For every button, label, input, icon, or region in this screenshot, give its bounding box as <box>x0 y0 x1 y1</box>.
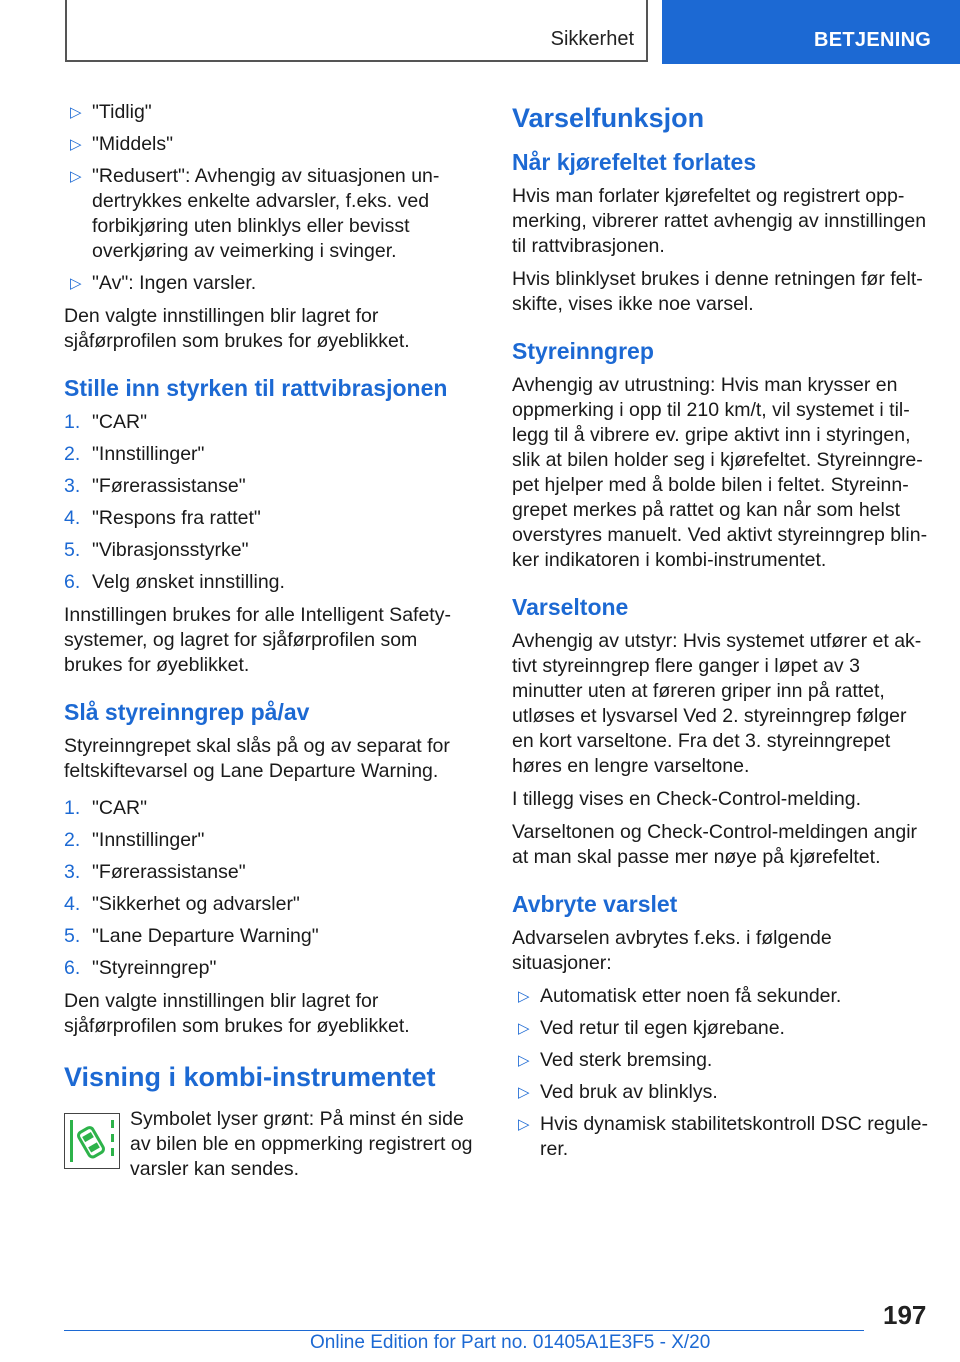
header-chapter-title: BETJENING <box>814 29 932 51</box>
list-item: 4. "Sikkerhet og advarsler" <box>64 893 300 915</box>
list-item: 5. "Vibrasjonsstyrke" <box>64 539 249 561</box>
heading-cancel-warning: Avbryte varslet <box>512 891 678 917</box>
header-chapter-tab <box>662 0 960 64</box>
paragraph: Avhengig av utrustning: Hvis man krysser en oppmerking i opp til 210 km/t, vil systemet i tillegg til å vibrere ev. gripe aktivt inn i styringen, slik at bilen holder seg i kjørefeltet. Styreinngrepet hjelper med å bolde bilen i feltet. Styreinngrepet merkes på rattet og kan når som helst overstyres manuelt. Ved aktivt styreinngrep blinker indikatoren i kombi-instrumentet. <box>512 374 928 571</box>
list-item: 3. "Førerassistanse" <box>64 861 246 883</box>
heading-warning-function: Varselfunksjon <box>512 103 705 133</box>
paragraph: Advarselen avbrytes f.eks. i følgende situasjoner: <box>512 927 832 974</box>
list-item: 6. Velg ønsket innstilling. <box>64 571 285 593</box>
heading-leaving-lane: Når kjørefeltet forlates <box>512 149 757 175</box>
footer-divider <box>64 1330 864 1331</box>
triangle-right-icon: ▷ <box>518 1020 530 1037</box>
list-item: ▷ "Middels" <box>70 133 174 155</box>
list-item: ▷ "Av": Ingen varsler. <box>70 272 257 294</box>
heading-cluster-display: Visning i kombi-instrumentet <box>64 1062 436 1092</box>
heading-steering-intervention: Styreinngrep <box>512 338 654 364</box>
paragraph: Hvis blinklyset brukes i denne retningen før feltskifte, vises ikke noe varsel. <box>512 268 923 315</box>
triangle-right-icon: ▷ <box>518 1084 530 1101</box>
paragraph: Innstillingen brukes for alle Intelligent Safety-systemer, og lagret for sjåførprofilen som brukes for øyeblikket. <box>64 604 451 676</box>
list-item: ▷ Ved retur til egen kjørebane. <box>518 1017 785 1039</box>
left-column <box>64 100 476 1190</box>
triangle-right-icon: ▷ <box>70 136 82 153</box>
list-item: ▷ Automatisk etter noen få sekunder. <box>518 985 842 1007</box>
header-section-box <box>65 0 648 62</box>
triangle-right-icon: ▷ <box>518 988 530 1005</box>
list-item: 5. "Lane Departure Warning" <box>64 925 319 947</box>
triangle-right-icon: ▷ <box>70 168 82 185</box>
paragraph: Den valgte innstillingen blir lagret for sjåførprofilen som brukes for øyeblikket. <box>64 305 410 352</box>
list-item: 6. "Styreinngrep" <box>64 957 217 979</box>
paragraph: I tillegg vises en Check-Control-melding. <box>512 788 861 810</box>
triangle-right-icon: ▷ <box>518 1116 530 1133</box>
list-item: 3. "Førerassistanse" <box>64 475 246 497</box>
list-item: ▷ "Redusert": Avhengig av situasjonen undertrykkes enkelte advarsler, f.eks. ved forbikjøring uten blinklys eller bevisst overkjøring av veimerking i svinger. <box>70 165 440 262</box>
paragraph: Varseltonen og Check-Control-meldingen angir at man skal passe mer nøye på kjørefeltet. <box>512 821 918 868</box>
page-number: 197 <box>883 1300 927 1330</box>
lane-departure-warning-icon <box>64 1113 120 1169</box>
right-column <box>512 100 932 1170</box>
paragraph: Styreinngrepet skal slås på og av separat for feltskiftevarsel og Lane Departure Warning. <box>64 735 450 782</box>
paragraph: Hvis man forlater kjørefeltet og registrert oppmerking, vibrerer rattet avhengig av innstillingen til rattvibrasjonen. <box>512 185 927 257</box>
heading-steering-toggle: Slå styreinngrep på/av <box>64 699 310 725</box>
triangle-right-icon: ▷ <box>70 275 82 292</box>
header-section-title: Sikkerhet <box>550 28 634 50</box>
paragraph: Den valgte innstillingen blir lagret for sjåførprofilen som brukes for øyeblikket. <box>64 990 410 1037</box>
triangle-right-icon: ▷ <box>518 1052 530 1069</box>
steps-list-vibration <box>64 410 476 595</box>
list-item: 1. "CAR" <box>64 797 148 819</box>
list-item: ▷ Ved sterk bremsing. <box>518 1049 713 1071</box>
paragraph: Symbolet lyser grønt: På minst én side av bilen ble en oppmerking registrert og varsler kan sendes. <box>130 1108 473 1180</box>
cancel-conditions-list <box>512 984 932 1162</box>
triangle-right-icon: ▷ <box>70 104 82 121</box>
steps-list-steering <box>64 796 476 981</box>
heading-warning-tone: Varseltone <box>512 594 629 620</box>
list-item: 2. "Innstillinger" <box>64 829 205 851</box>
list-item: ▷ "Tidlig" <box>70 101 152 123</box>
sensitivity-options-list <box>64 100 476 296</box>
heading-vibration-strength: Stille inn styrken til rattvibrasjonen <box>64 375 448 401</box>
symbol-description <box>64 1107 476 1182</box>
list-item: 2. "Innstillinger" <box>64 443 205 465</box>
list-item: 4. "Respons fra rattet" <box>64 507 261 529</box>
list-item: 1. "CAR" <box>64 411 148 433</box>
footer-edition: Online Edition for Part no. 01405A1E3F5 - X/20 <box>310 1332 711 1353</box>
paragraph: Avhengig av utstyr: Hvis systemet utfører et aktivt styreinngrep flere ganger i løpet av 3 minutter uten at føreren griper inn på rattet, utløses et lysvarsel Ved 2. styreinngrep følger en kort varseltone. Fra det 3. styreinngrepet høres en lengre varseltone. <box>512 630 922 777</box>
list-item: ▷ Hvis dynamisk stabilitetskontroll DSC regulerer. <box>518 1113 928 1160</box>
list-item: ▷ Ved bruk av blinklys. <box>518 1081 718 1103</box>
